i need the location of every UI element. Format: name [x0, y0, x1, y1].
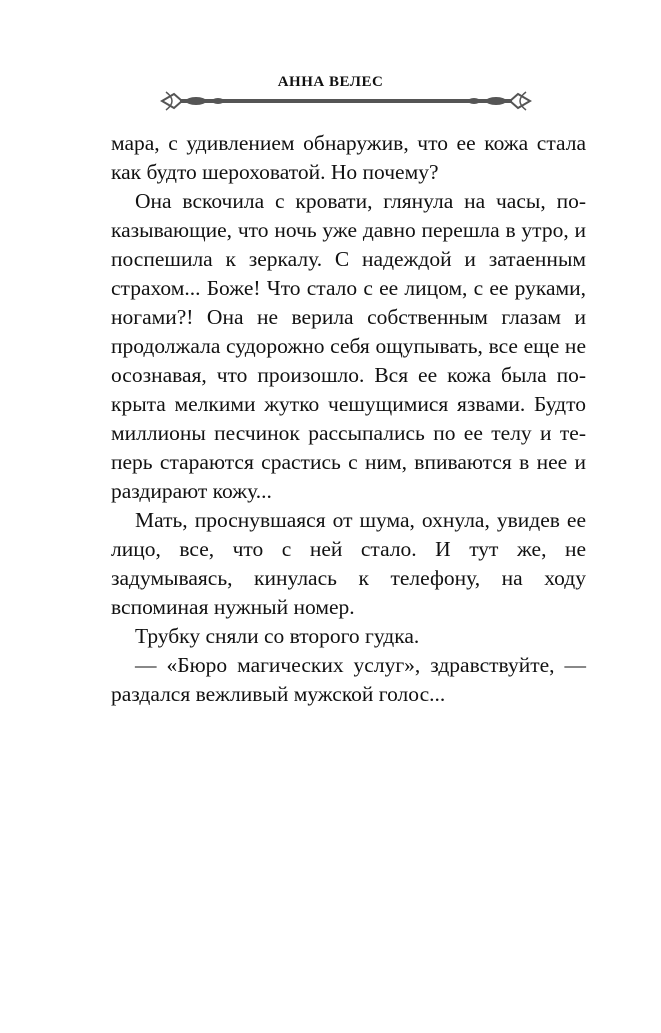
paragraph-3: Мать, проснувшаяся от шума, охнула, увидев ее лицо, все, что с ней стало. И тут же, не задумываясь, кинулась к телефону, на ходу вспоминая нужный номер. [111, 508, 586, 619]
paragraph-1: мара, с удивлением обнаружив, что ее кожа стала как будто шероховатой. Но почему? [111, 131, 586, 184]
paragraph-2: Она вскочила с кровати, глянула на часы, показывающие, что ночь уже давно перешла в утро, и поспешила к зеркалу. С надеждой и затаенным страхом... Боже! Что стало с ее лицом, с ее руками, ногами?! Она не верила собственным глазам и продолжала судорожно себя ощупывать, все еще не осознавая, что произошло. Вся ее кожа была покрыта мелкими жутко чешущимися язвами. Будто миллионы песчинок рассыпались по ее телу и теперь стараются срастись с ним, впиваются в нее и раздирают кожу... [111, 189, 586, 503]
paragraph-4: Трубку сняли со второго гудка. [135, 624, 420, 648]
paragraph-5: — «Бюро магических услуг», здравствуйте, — раздался вежливый мужской голос... [111, 653, 586, 706]
running-title: АННА ВЕЛЕС [277, 74, 384, 90]
decorative-rule-icon [160, 90, 532, 112]
body-text [111, 129, 586, 709]
